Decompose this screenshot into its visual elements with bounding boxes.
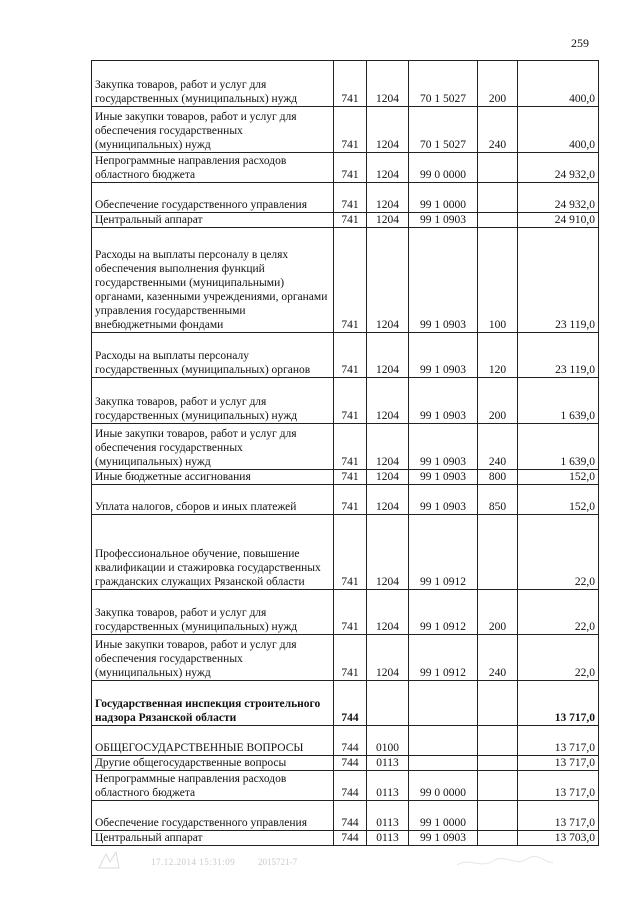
row-expense-type bbox=[478, 681, 518, 726]
row-amount: 13 717,0 bbox=[518, 756, 599, 771]
row-amount: 152,0 bbox=[518, 485, 599, 515]
row-name: Иные бюджетные ассигнования bbox=[92, 470, 334, 485]
row-name: ОБЩЕГОСУДАРСТВЕННЫЕ ВОПРОСЫ bbox=[92, 726, 334, 756]
row-ministry-code: 741 bbox=[334, 635, 367, 681]
row-name: Расходы на выплаты персоналу государственных (муниципальных) органов bbox=[92, 333, 334, 378]
row-target-article bbox=[409, 756, 478, 771]
row-amount: 13 717,0 bbox=[518, 771, 599, 801]
row-name: Расходы на выплаты персоналу в целях обеспечения выполнения функций государственными (муниципальными) органами, казенными учреждениями, органами управления государственными внебюджетными фондами bbox=[92, 228, 334, 333]
page-number: 259 bbox=[571, 36, 589, 50]
row-section-code: 1204 bbox=[367, 470, 409, 485]
row-target-article: 99 1 0000 bbox=[409, 801, 478, 831]
row-target-article: 99 1 0912 bbox=[409, 590, 478, 635]
row-amount: 13 717,0 bbox=[518, 801, 599, 831]
table-row bbox=[92, 107, 599, 153]
row-section-code: 1204 bbox=[367, 228, 409, 333]
table-row bbox=[92, 635, 599, 681]
table-row bbox=[92, 333, 599, 378]
row-name: Центральный аппарат bbox=[92, 213, 334, 228]
row-expense-type: 240 bbox=[478, 635, 518, 681]
row-ministry-code: 744 bbox=[334, 726, 367, 756]
row-section-code: 0113 bbox=[367, 756, 409, 771]
row-name: Государственная инспекция строительного надзора Рязанской области bbox=[92, 681, 334, 726]
row-section-code: 0113 bbox=[367, 771, 409, 801]
row-amount: 13 717,0 bbox=[518, 726, 599, 756]
row-target-article: 99 1 0903 bbox=[409, 228, 478, 333]
signature-mark-icon bbox=[455, 853, 555, 871]
table-row bbox=[92, 183, 599, 213]
row-amount: 13 703,0 bbox=[518, 831, 599, 846]
table-row bbox=[92, 831, 599, 846]
row-ministry-code: 741 bbox=[334, 213, 367, 228]
row-amount: 23 119,0 bbox=[518, 228, 599, 333]
row-ministry-code: 741 bbox=[334, 378, 367, 424]
table-row bbox=[92, 681, 599, 726]
row-ministry-code: 741 bbox=[334, 183, 367, 213]
row-expense-type bbox=[478, 831, 518, 846]
row-section-code: 0113 bbox=[367, 801, 409, 831]
row-section-code bbox=[367, 681, 409, 726]
row-ministry-code: 741 bbox=[334, 153, 367, 183]
row-target-article: 99 1 0903 bbox=[409, 213, 478, 228]
row-ministry-code: 744 bbox=[334, 801, 367, 831]
row-amount: 400,0 bbox=[518, 61, 599, 107]
row-expense-type: 240 bbox=[478, 107, 518, 153]
row-amount: 24 932,0 bbox=[518, 183, 599, 213]
row-amount: 22,0 bbox=[518, 590, 599, 635]
row-ministry-code: 744 bbox=[334, 771, 367, 801]
row-ministry-code: 741 bbox=[334, 228, 367, 333]
row-ministry-code: 741 bbox=[334, 590, 367, 635]
row-ministry-code: 741 bbox=[334, 333, 367, 378]
scan-mark-icon bbox=[96, 850, 122, 872]
table-row bbox=[92, 515, 599, 590]
row-expense-type bbox=[478, 756, 518, 771]
row-name: Закупка товаров, работ и услуг для государственных (муниципальных) нужд bbox=[92, 590, 334, 635]
row-expense-type bbox=[478, 726, 518, 756]
table-row bbox=[92, 801, 599, 831]
budget-table bbox=[91, 60, 599, 846]
row-expense-type bbox=[478, 515, 518, 590]
row-expense-type: 200 bbox=[478, 61, 518, 107]
row-expense-type bbox=[478, 183, 518, 213]
row-expense-type: 850 bbox=[478, 485, 518, 515]
row-ministry-code: 744 bbox=[334, 681, 367, 726]
table-row bbox=[92, 726, 599, 756]
row-name: Закупка товаров, работ и услуг для государственных (муниципальных) нужд bbox=[92, 61, 334, 107]
row-ministry-code: 741 bbox=[334, 515, 367, 590]
row-section-code: 0113 bbox=[367, 831, 409, 846]
footer-document-id: 2015721-7 bbox=[258, 857, 297, 867]
row-name: Иные закупки товаров, работ и услуг для обеспечения государственных (муниципальных) нужд bbox=[92, 424, 334, 470]
table-row bbox=[92, 378, 599, 424]
row-section-code: 1204 bbox=[367, 378, 409, 424]
row-expense-type bbox=[478, 801, 518, 831]
row-section-code: 1204 bbox=[367, 61, 409, 107]
row-target-article bbox=[409, 681, 478, 726]
row-target-article: 99 1 0903 bbox=[409, 333, 478, 378]
row-target-article: 99 1 0912 bbox=[409, 635, 478, 681]
footer-timestamp: 17.12.2014 15:31:09 bbox=[151, 857, 236, 867]
row-target-article: 99 1 0000 bbox=[409, 183, 478, 213]
row-expense-type: 800 bbox=[478, 470, 518, 485]
row-name: Непрограммные направления расходов областного бюджета bbox=[92, 153, 334, 183]
row-expense-type bbox=[478, 153, 518, 183]
table-row bbox=[92, 470, 599, 485]
row-section-code: 1204 bbox=[367, 515, 409, 590]
table-row bbox=[92, 590, 599, 635]
row-amount: 24 910,0 bbox=[518, 213, 599, 228]
row-name: Обеспечение государственного управления bbox=[92, 801, 334, 831]
row-section-code: 1204 bbox=[367, 153, 409, 183]
budget-table-body bbox=[92, 61, 599, 846]
row-name: Иные закупки товаров, работ и услуг для обеспечения государственных (муниципальных) нужд bbox=[92, 635, 334, 681]
row-target-article: 99 1 0903 bbox=[409, 424, 478, 470]
table-row bbox=[92, 771, 599, 801]
row-ministry-code: 744 bbox=[334, 831, 367, 846]
row-ministry-code: 741 bbox=[334, 424, 367, 470]
table-row bbox=[92, 228, 599, 333]
row-name: Закупка товаров, работ и услуг для государственных (муниципальных) нужд bbox=[92, 378, 334, 424]
row-ministry-code: 741 bbox=[334, 485, 367, 515]
table-row bbox=[92, 424, 599, 470]
row-target-article: 99 1 0912 bbox=[409, 515, 478, 590]
row-amount: 1 639,0 bbox=[518, 378, 599, 424]
row-section-code: 1204 bbox=[367, 424, 409, 470]
row-expense-type: 100 bbox=[478, 228, 518, 333]
row-expense-type: 200 bbox=[478, 590, 518, 635]
row-section-code: 1204 bbox=[367, 485, 409, 515]
row-expense-type: 120 bbox=[478, 333, 518, 378]
row-section-code: 1204 bbox=[367, 107, 409, 153]
row-target-article: 99 0 0000 bbox=[409, 153, 478, 183]
row-section-code: 1204 bbox=[367, 213, 409, 228]
row-name: Уплата налогов, сборов и иных платежей bbox=[92, 485, 334, 515]
row-amount: 22,0 bbox=[518, 515, 599, 590]
row-name: Иные закупки товаров, работ и услуг для обеспечения государственных (муниципальных) нужд bbox=[92, 107, 334, 153]
row-section-code: 1204 bbox=[367, 333, 409, 378]
row-section-code: 0100 bbox=[367, 726, 409, 756]
row-expense-type: 200 bbox=[478, 378, 518, 424]
row-ministry-code: 741 bbox=[334, 470, 367, 485]
row-section-code: 1204 bbox=[367, 590, 409, 635]
row-section-code: 1204 bbox=[367, 183, 409, 213]
row-target-article: 99 1 0903 bbox=[409, 470, 478, 485]
row-amount: 23 119,0 bbox=[518, 333, 599, 378]
row-section-code: 1204 bbox=[367, 635, 409, 681]
row-expense-type: 240 bbox=[478, 424, 518, 470]
row-target-article bbox=[409, 726, 478, 756]
row-target-article: 70 1 5027 bbox=[409, 107, 478, 153]
table-row bbox=[92, 61, 599, 107]
row-amount: 1 639,0 bbox=[518, 424, 599, 470]
row-target-article: 99 1 0903 bbox=[409, 378, 478, 424]
row-amount: 152,0 bbox=[518, 470, 599, 485]
row-name: Обеспечение государственного управления bbox=[92, 183, 334, 213]
table-row bbox=[92, 153, 599, 183]
row-target-article: 99 1 0903 bbox=[409, 485, 478, 515]
row-name: Другие общегосударственные вопросы bbox=[92, 756, 334, 771]
row-ministry-code: 744 bbox=[334, 756, 367, 771]
row-amount: 24 932,0 bbox=[518, 153, 599, 183]
row-amount: 13 717,0 bbox=[518, 681, 599, 726]
table-row bbox=[92, 485, 599, 515]
row-name: Непрограммные направления расходов областного бюджета bbox=[92, 771, 334, 801]
row-amount: 22,0 bbox=[518, 635, 599, 681]
row-name: Центральный аппарат bbox=[92, 831, 334, 846]
row-expense-type bbox=[478, 771, 518, 801]
row-name: Профессиональное обучение, повышение квалификации и стажировка государственных гражданских служащих Рязанской области bbox=[92, 515, 334, 590]
row-expense-type bbox=[478, 213, 518, 228]
row-target-article: 70 1 5027 bbox=[409, 61, 478, 107]
row-target-article: 99 0 0000 bbox=[409, 771, 478, 801]
table-row bbox=[92, 213, 599, 228]
row-target-article: 99 1 0903 bbox=[409, 831, 478, 846]
row-amount: 400,0 bbox=[518, 107, 599, 153]
row-ministry-code: 741 bbox=[334, 61, 367, 107]
table-row bbox=[92, 756, 599, 771]
row-ministry-code: 741 bbox=[334, 107, 367, 153]
